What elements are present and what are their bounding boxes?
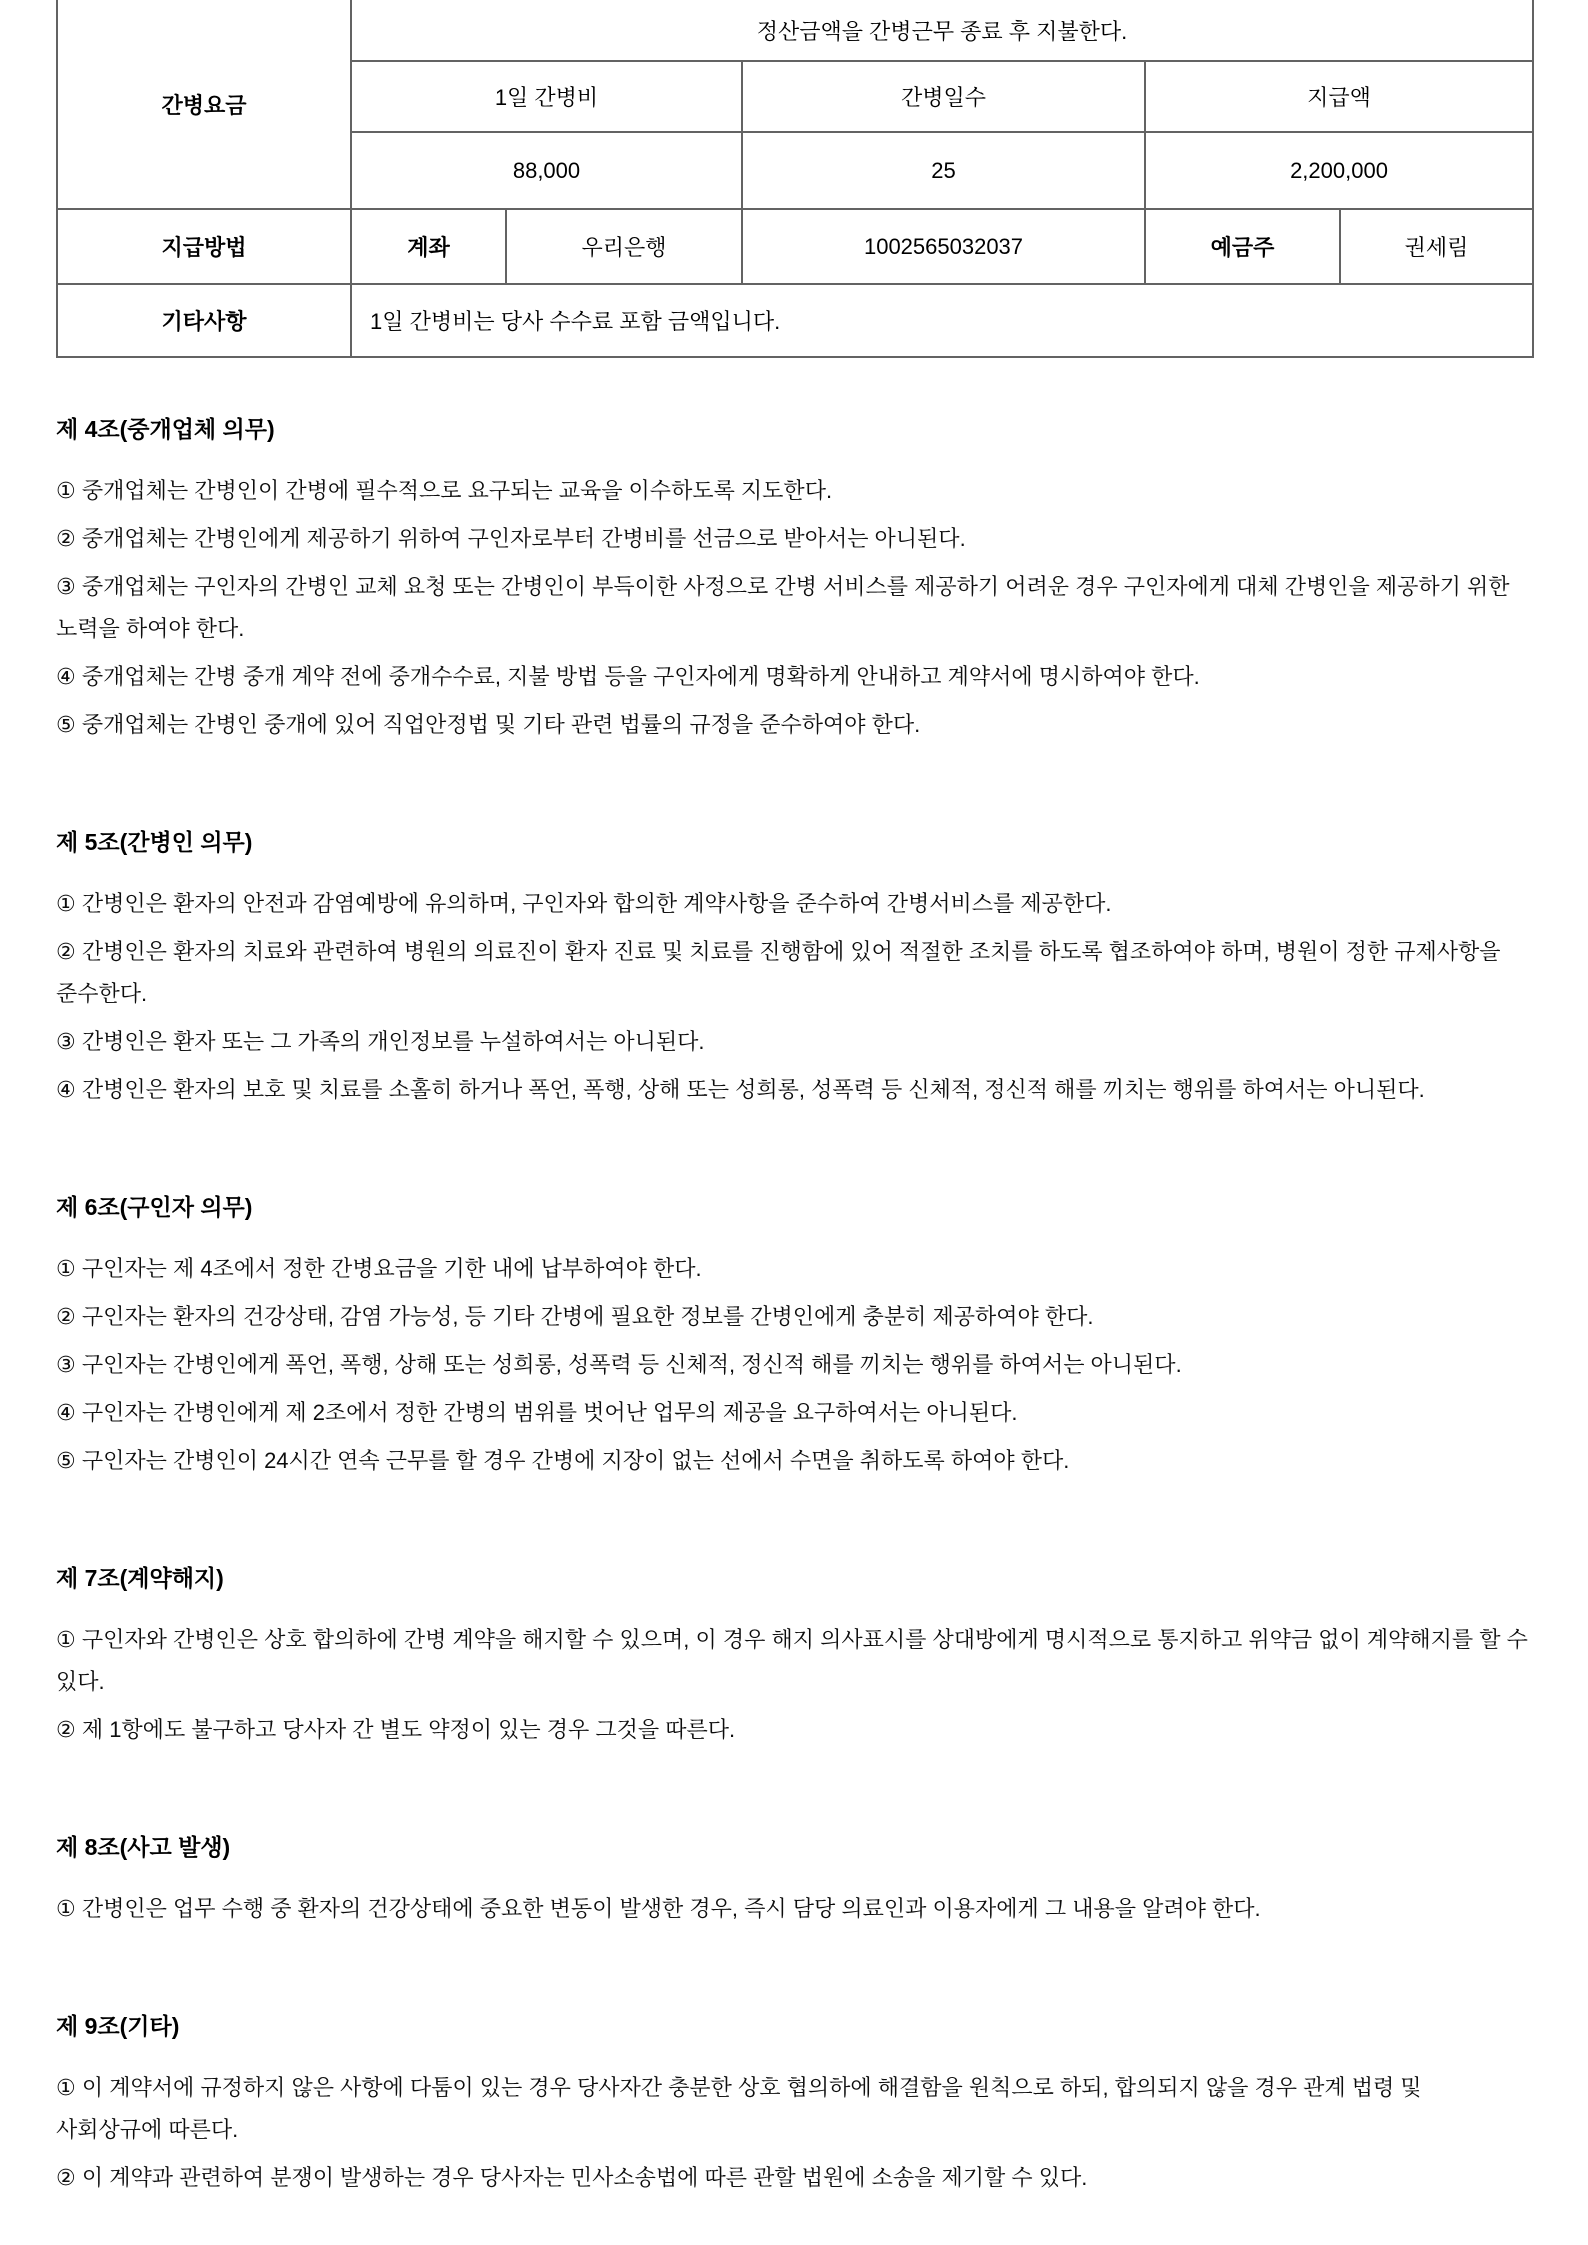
clause-text: ④ 간병인은 환자의 보호 및 치료를 소홀히 하거나 폭언, 폭행, 상해 또는 성희롱, 성폭력 등 신체적, 정신적 해를 끼치는 행위를 하여서는 아니된다.	[56, 1077, 1425, 1102]
clause-text: ② 간병인은 환자의 치료와 관련하여 병원의 의료진이 환자 진료 및 치료를 진행함에 있어 적절한 조치를 하도록 협조하여야 하며, 병원이 정한 규제사항을 준수한다.	[56, 939, 1501, 1006]
article-9-section	[56, 2005, 1532, 2199]
etc-label-cell: 기타사항	[57, 284, 351, 357]
clause-text: ③ 중개업체는 구인자의 간병인 교체 요청 또는 간병인이 부득이한 사정으로 간병 서비스를 제공하기 어려운 경우 구인자에게 대체 간병인을 제공하기 위한 노력을 하여야 한다.	[56, 574, 1510, 641]
clause-text: ⑤ 중개업체는 간병인 중개에 있어 직업안정법 및 기타 관련 법률의 규정을 준수하여야 한다.	[56, 712, 921, 737]
account-label-cell: 계좌	[351, 209, 506, 284]
clause-text: ① 간병인은 업무 수행 중 환자의 건강상태에 중요한 변동이 발생한 경우, 즉시 담당 의료인과 이용자에게 그 내용을 알려야 한다.	[56, 1896, 1261, 1921]
bank-name-cell: 우리은행	[506, 209, 742, 284]
article-title: 제 5조(간병인 의무)	[56, 829, 253, 855]
care-days-value-cell: 25	[742, 132, 1145, 209]
account-holder-name-cell: 권세림	[1340, 209, 1533, 284]
article-8-section	[56, 1826, 1532, 1930]
daily-fee-value-cell: 88,000	[351, 132, 742, 209]
clause-text: ① 이 계약서에 규정하지 않은 사항에 다툼이 있는 경우 당사자간 충분한 상호 협의하에 해결함을 원칙으로 하되, 합의되지 않을 경우 관계 법령 및 사회상규에 따른다.	[56, 2075, 1422, 2142]
daily-fee-header-cell: 1일 간병비	[351, 61, 742, 132]
article-6-section	[56, 1186, 1532, 1482]
clause-text: ① 구인자는 제 4조에서 정한 간병요금을 기한 내에 납부하여야 한다.	[56, 1256, 702, 1281]
clause-text: ⑤ 구인자는 간병인이 24시간 연속 근무를 할 경우 간병에 지장이 없는 선에서 수면을 취하도록 하여야 한다.	[56, 1448, 1070, 1473]
payment-amount-value-cell: 2,200,000	[1145, 132, 1533, 209]
article-title: 제 9조(기타)	[56, 2013, 180, 2039]
clause-text: ① 중개업체는 간병인이 간병에 필수적으로 요구되는 교육을 이수하도록 지도한다.	[56, 478, 833, 503]
clause-text: ② 이 계약과 관련하여 분쟁이 발생하는 경우 당사자는 민사소송법에 따른 관할 법원에 소송을 제기할 수 있다.	[56, 2165, 1088, 2190]
payment-amount-header-cell: 지급액	[1145, 61, 1533, 132]
clause-text: ② 제 1항에도 불구하고 당사자 간 별도 약정이 있는 경우 그것을 따른다.	[56, 1717, 736, 1742]
clause-text: ③ 구인자는 간병인에게 폭언, 폭행, 상해 또는 성희롱, 성폭력 등 신체적, 정신적 해를 끼치는 행위를 하여서는 아니된다.	[56, 1352, 1182, 1377]
article-title: 제 6조(구인자 의무)	[56, 1194, 253, 1220]
account-holder-label-cell: 예금주	[1145, 209, 1340, 284]
fee-settlement-note-cell: 정산금액을 간병근무 종료 후 지불한다.	[351, 0, 1533, 61]
clause-text: ④ 구인자는 간병인에게 제 2조에서 정한 간병의 범위를 벗어난 업무의 제공을 요구하여서는 아니된다.	[56, 1400, 1018, 1425]
etc-note-cell: 1일 간병비는 당사 수수료 포함 금액입니다.	[351, 284, 1533, 357]
clause-text: ④ 중개업체는 간병 중개 계약 전에 중개수수료, 지불 방법 등을 구인자에게 명확하게 안내하고 계약서에 명시하여야 한다.	[56, 664, 1200, 689]
account-number-cell: 1002565032037	[742, 209, 1145, 284]
fee-section-label-cell: 간병요금	[57, 0, 351, 209]
clause-text: ① 간병인은 환자의 안전과 감염예방에 유의하며, 구인자와 합의한 계약사항을 준수하여 간병서비스를 제공한다.	[56, 891, 1112, 916]
table-row	[57, 0, 1533, 61]
clause-text: ② 구인자는 환자의 건강상태, 감염 가능성, 등 기타 간병에 필요한 정보를 간병인에게 충분히 제공하여야 한다.	[56, 1304, 1094, 1329]
clause-text: ② 중개업체는 간병인에게 제공하기 위하여 구인자로부터 간병비를 선금으로 받아서는 아니된다.	[56, 526, 966, 551]
article-title: 제 8조(사고 발생)	[56, 1834, 231, 1860]
article-title: 제 4조(중개업체 의무)	[56, 416, 275, 442]
table-row	[57, 284, 1533, 357]
clause-text: ③ 간병인은 환자 또는 그 가족의 개인정보를 누설하여서는 아니된다.	[56, 1029, 705, 1054]
clause-text: ① 구인자와 간병인은 상호 합의하에 간병 계약을 해지할 수 있으며, 이 경우 해지 의사표시를 상대방에게 명시적으로 통지하고 위약금 없이 계약해지를 할 수 있다.	[56, 1627, 1528, 1694]
payment-method-label-cell: 지급방법	[57, 209, 351, 284]
article-title: 제 7조(계약해지)	[56, 1565, 224, 1591]
care-fee-table	[56, 0, 1534, 358]
care-days-header-cell: 간병일수	[742, 61, 1145, 132]
table-row	[57, 209, 1533, 284]
article-5-section	[56, 821, 1532, 1111]
article-7-section	[56, 1557, 1532, 1751]
article-4-section	[56, 408, 1532, 746]
